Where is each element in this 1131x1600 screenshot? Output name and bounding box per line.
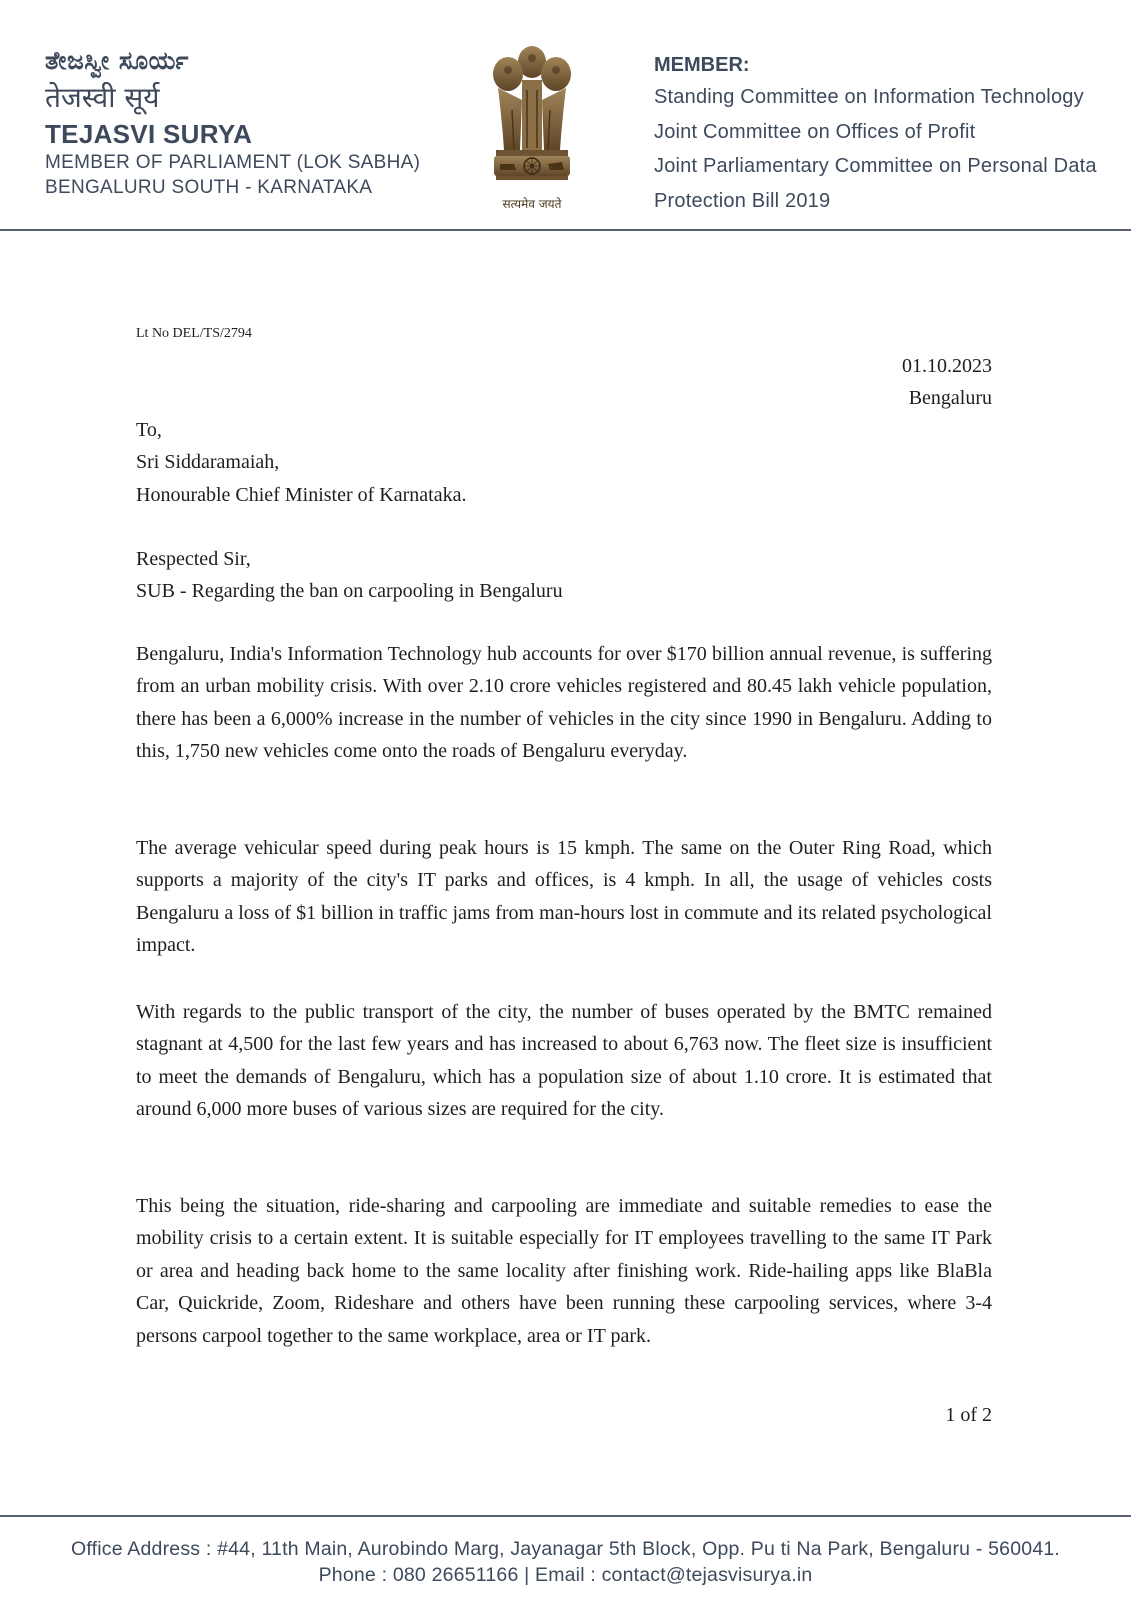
committee-memberships	[654, 50, 1097, 218]
body-paragraph: With regards to the public transport of the city, the number of buses operated by the BMTC remained stagnant at 4,500 for the last few years and has increased to about 6,763 now. The fleet size is insufficient to meet the demands of Bengaluru, which has a population size of about 1.10 crore. It is estimated that around 6,000 more buses of various sizes are required for the city.	[136, 1001, 992, 1121]
contact-info: Phone : 080 26651166 | Email : contact@tejasvisurya.in	[318, 1564, 813, 1586]
subject-line: SUB - Regarding the ban on carpooling in Bengaluru	[136, 580, 563, 603]
to-label: To,	[136, 419, 162, 441]
name-kannada: ತೇಜಸ್ವೀ ಸೂರ್ಯ	[45, 46, 189, 75]
date-block	[902, 350, 992, 414]
salutation-block	[136, 543, 992, 608]
salutation: Respected Sir,	[136, 548, 251, 570]
header-divider	[0, 229, 1131, 231]
lion-capital-icon	[482, 40, 582, 190]
role-line-2: BENGALURU SOUTH - KARNATAKA	[45, 177, 373, 198]
page-number: 1 of 2	[945, 1404, 992, 1426]
footer-divider	[0, 1515, 1131, 1517]
name-english: TEJASVI SURYA	[45, 119, 253, 149]
office-address: Office Address : #44, 11th Main, Aurobindo Marg, Jayanagar 5th Block, Opp. Pu ti Na Park, Bengaluru - 560041.	[70, 1538, 1061, 1560]
member-item: Joint Committee on Offices of Profit	[654, 120, 976, 143]
recipient-block	[136, 414, 992, 511]
letter-date: 01.10.2023	[902, 355, 992, 377]
national-emblem	[482, 40, 582, 212]
body-paragraph: The average vehicular speed during peak hours is 15 kmph. The same on the Outer Ring Road, which supports a majority of the city's IT parks and offices, is 4 kmph. In all, the usage of vehicles costs Bengaluru a loss of $1 billion in traffic jams from man-hours lost in commute and its related psychological impact.	[136, 837, 992, 957]
member-title: MEMBER:	[654, 54, 750, 76]
member-item: Standing Committee on Information Technology	[654, 86, 1084, 108]
member-item: Protection Bill 2019	[654, 189, 831, 212]
letter-place: Bengaluru	[908, 387, 992, 409]
body-paragraph: Bengaluru, India's Information Technology hub accounts for over $170 billion annual revenue, is suffering from an urban mobility crisis. With over 2.10 crore vehicles registered and 80.45 lakh vehicle population, there has been a 6,000% increase in the number of vehicles in the city since 1990 in Bengaluru. Adding to this, 1,750 new vehicles come onto the roads of Bengaluru everyday.	[136, 643, 992, 763]
name-hindi: तेजस्वी सूर्य	[45, 81, 160, 114]
letterhead-identity	[45, 44, 420, 200]
role-line-1: MEMBER OF PARLIAMENT (LOK SABHA)	[45, 152, 421, 173]
recipient-title: Honourable Chief Minister of Karnataka.	[136, 483, 467, 506]
member-item: Joint Parliamentary Committee on Personal Data	[654, 155, 1097, 177]
emblem-motto: सत्यमेव जयते	[502, 197, 562, 211]
recipient-name: Sri Siddaramaiah,	[136, 451, 280, 474]
body-paragraph: This being the situation, ride-sharing and carpooling are immediate and suitable remedies to ease the mobility crisis to a certain extent. It is suitable especially for IT employees travelling to the same IT Park or area and heading back home to the same locality after finishing work. Ride-hailing apps like BlaBla Car, Quickride, Zoom, Rideshare and others have been running these carpooling services, where 3-4 persons carpool together to the same workplace, area or IT park.	[136, 1195, 992, 1347]
letter-reference: Lt No DEL/TS/2794	[136, 326, 252, 341]
